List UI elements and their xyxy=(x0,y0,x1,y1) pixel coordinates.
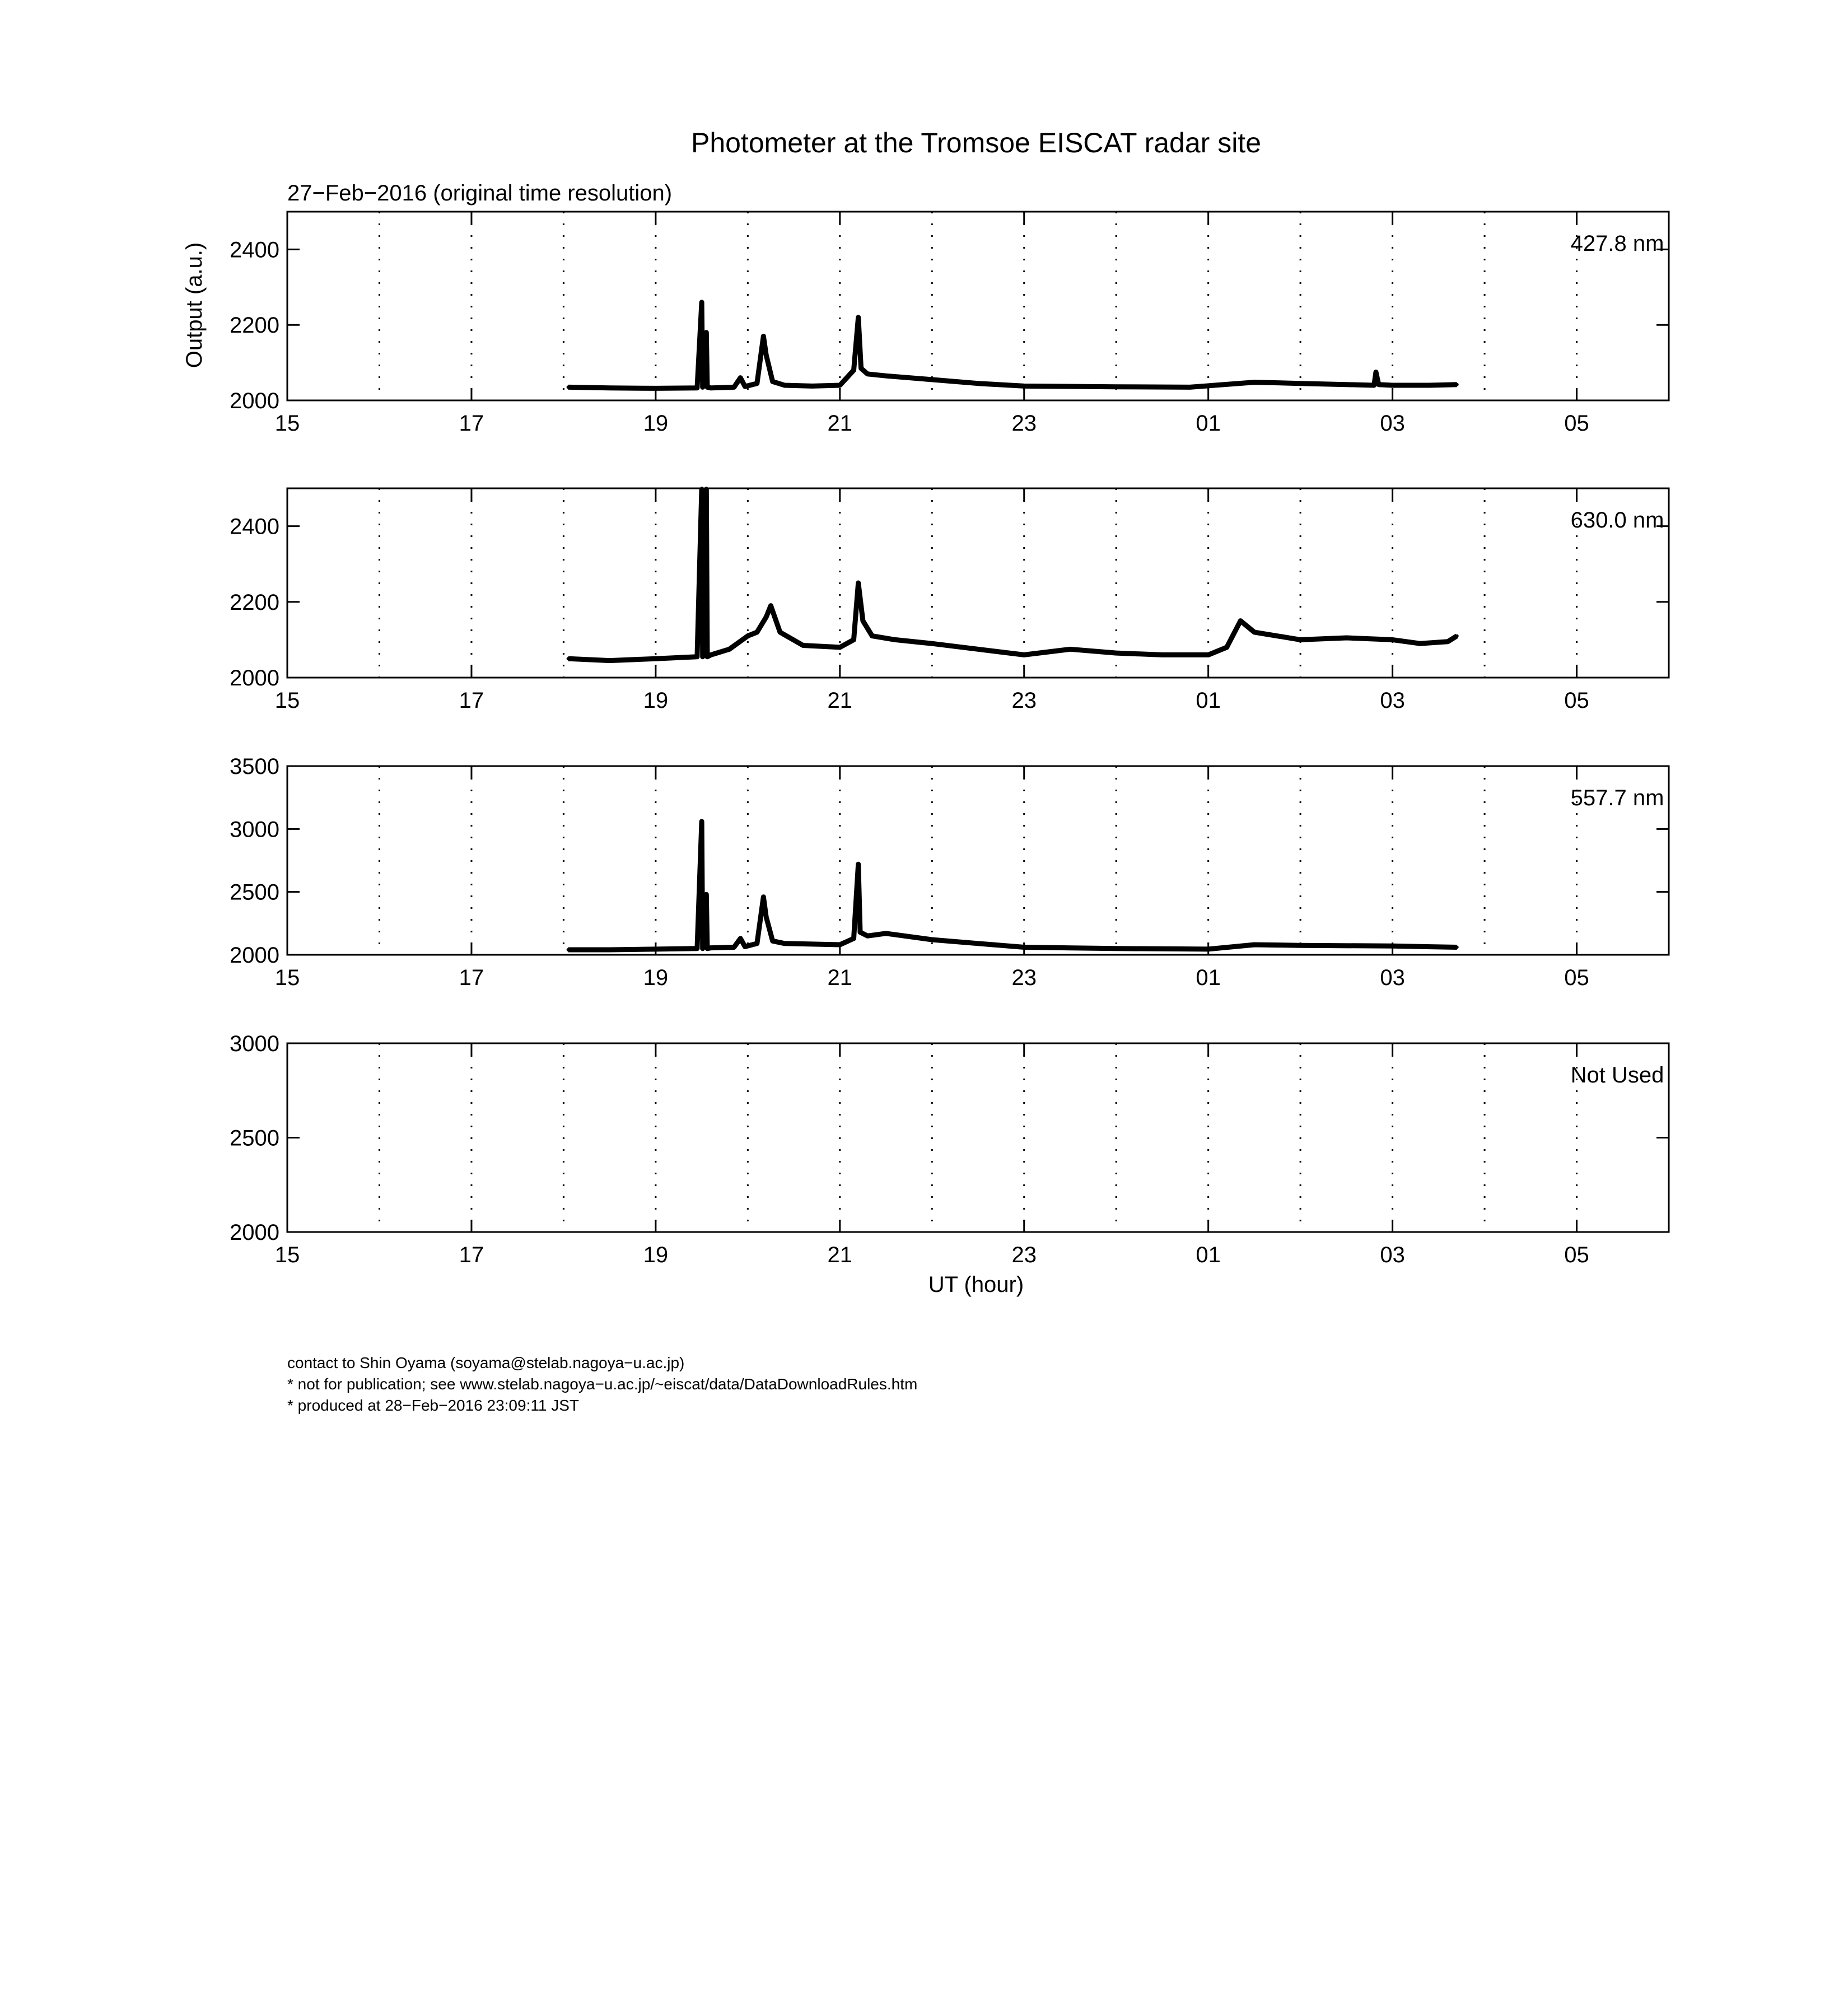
data-point xyxy=(608,948,612,951)
data-point xyxy=(764,353,768,357)
x-tick-label: 15 xyxy=(274,1243,300,1267)
data-point xyxy=(857,581,860,585)
footer-notes xyxy=(287,1352,917,1416)
x-tick-label: 01 xyxy=(1196,688,1221,713)
data-point xyxy=(852,368,855,372)
data-point xyxy=(755,382,759,385)
data-point xyxy=(654,657,657,660)
data-point xyxy=(930,938,934,941)
data-point xyxy=(1207,653,1210,656)
data-point xyxy=(860,367,863,370)
x-tick-label: 01 xyxy=(1196,411,1221,436)
data-point xyxy=(1427,384,1431,387)
data-point xyxy=(838,384,842,387)
data-point xyxy=(857,862,860,866)
data-point xyxy=(755,942,759,945)
x-tick-label: 05 xyxy=(1564,688,1589,713)
x-tick-label: 19 xyxy=(643,411,669,436)
data-point xyxy=(732,946,736,949)
data-point xyxy=(1299,638,1302,641)
data-point xyxy=(1345,383,1348,386)
series-label: 427.8 nm xyxy=(1570,231,1664,256)
data-point xyxy=(732,385,736,389)
data-point xyxy=(1374,370,1378,374)
data-point xyxy=(654,948,657,951)
panel-1 xyxy=(230,212,1669,436)
footer-contact: contact to Shin Oyama (soyama@stelab.nagoya−u.ac.jp) xyxy=(287,1354,685,1371)
data-point xyxy=(1299,944,1302,947)
data-point xyxy=(654,386,657,390)
y-tick-label: 2500 xyxy=(230,1126,279,1151)
data-point xyxy=(696,386,699,390)
data-point xyxy=(701,385,704,389)
x-tick-label: 03 xyxy=(1380,1243,1405,1267)
footer-produced-at: * produced at 28−Feb−2016 23:09:11 JST xyxy=(287,1397,579,1414)
data-point xyxy=(700,301,703,304)
data-point xyxy=(810,384,814,388)
data-point xyxy=(861,619,865,623)
panel-4 xyxy=(230,1032,1669,1267)
figure-title: Photometer at the Tromsoe EISCAT radar site xyxy=(690,127,1262,158)
data-point xyxy=(696,655,699,659)
y-tick-label: 3000 xyxy=(230,1032,279,1056)
data-point xyxy=(771,939,774,942)
x-tick-label: 17 xyxy=(459,411,484,436)
data-point xyxy=(608,386,612,390)
series-label: Not Used xyxy=(1570,1063,1664,1088)
series-label: 630.0 nm xyxy=(1570,508,1664,533)
x-tick-label: 19 xyxy=(643,688,669,713)
data-point xyxy=(700,820,703,823)
panel-3 xyxy=(230,754,1669,990)
data-point xyxy=(1068,647,1072,651)
data-point xyxy=(755,631,759,634)
data-point xyxy=(706,947,709,950)
y-axis-label: Output (a.u.) xyxy=(182,242,207,368)
plot-frame xyxy=(287,766,1669,955)
data-point xyxy=(977,382,980,385)
data-point xyxy=(1455,634,1459,638)
x-tick-label: 15 xyxy=(274,411,300,436)
x-tick-label: 01 xyxy=(1196,1243,1221,1267)
data-point xyxy=(746,634,749,638)
plot-frame xyxy=(287,1043,1669,1232)
footer-publication-note: * not for publication; see www.stelab.nagoya−u.ac.jp/~eiscat/data/DataDownloadRules.htm xyxy=(287,1375,918,1393)
data-point xyxy=(1377,383,1380,386)
data-point xyxy=(743,945,746,948)
data-point xyxy=(1345,636,1348,640)
y-tick-label: 2500 xyxy=(230,880,279,905)
data-point xyxy=(977,647,980,651)
data-point xyxy=(1160,653,1164,656)
data-point xyxy=(771,380,774,383)
x-tick-label: 23 xyxy=(1011,965,1037,990)
series-label: 557.7 nm xyxy=(1570,786,1664,810)
figure-subtitle: 27−Feb−2016 (original time resolution) xyxy=(287,181,673,206)
y-tick-label: 2000 xyxy=(230,666,279,690)
data-point xyxy=(710,386,713,390)
x-tick-label: 15 xyxy=(274,965,300,990)
y-tick-label: 2000 xyxy=(230,1220,279,1245)
data-point xyxy=(930,378,934,381)
data-point xyxy=(1253,631,1256,634)
x-tick-label: 19 xyxy=(643,1243,669,1267)
data-point xyxy=(884,374,888,377)
data-point xyxy=(1391,384,1394,387)
y-tick-label: 2400 xyxy=(230,237,279,263)
x-tick-label: 21 xyxy=(827,411,853,436)
data-point xyxy=(1253,381,1256,384)
data-point xyxy=(762,895,765,899)
panels xyxy=(230,212,1669,1267)
x-tick-label: 03 xyxy=(1380,688,1405,713)
data-point xyxy=(727,647,731,651)
x-tick-label: 01 xyxy=(1196,965,1221,990)
y-tick-label: 3000 xyxy=(230,817,279,842)
data-point xyxy=(870,634,874,638)
data-point xyxy=(608,659,612,662)
x-tick-label: 21 xyxy=(827,1243,853,1267)
x-tick-label: 17 xyxy=(459,1243,484,1267)
data-point xyxy=(1114,385,1118,389)
data-point xyxy=(1373,384,1376,387)
data-point xyxy=(1114,651,1118,655)
data-point xyxy=(838,943,842,946)
x-tick-label: 17 xyxy=(459,965,484,990)
x-tick-label: 21 xyxy=(827,965,853,990)
data-point xyxy=(1023,946,1026,949)
series-line xyxy=(568,822,1457,950)
data-point xyxy=(706,385,709,389)
data-point xyxy=(567,385,570,389)
y-tick-label: 2400 xyxy=(230,514,279,539)
data-point xyxy=(801,644,805,647)
y-tick-label: 2000 xyxy=(230,943,279,968)
x-axis-label: UT (hour) xyxy=(928,1272,1024,1297)
data-point xyxy=(852,638,855,641)
x-tick-label: 03 xyxy=(1380,411,1405,436)
data-point xyxy=(893,638,897,641)
x-tick-label: 23 xyxy=(1011,411,1037,436)
data-point xyxy=(739,937,742,940)
series-line xyxy=(568,488,1457,661)
data-point xyxy=(704,331,708,334)
data-point xyxy=(866,934,869,937)
data-point xyxy=(567,657,570,660)
data-point xyxy=(1239,619,1242,623)
x-tick-label: 03 xyxy=(1380,965,1405,990)
data-point xyxy=(701,947,704,950)
data-point xyxy=(1225,646,1229,649)
data-point xyxy=(704,893,708,896)
data-point xyxy=(710,653,713,656)
data-point xyxy=(1446,640,1449,643)
data-point xyxy=(1253,943,1256,946)
data-point xyxy=(1023,653,1026,656)
data-point xyxy=(852,937,855,940)
data-point xyxy=(701,655,704,659)
x-tick-label: 23 xyxy=(1011,688,1037,713)
data-point xyxy=(1455,383,1459,386)
data-point xyxy=(783,384,786,387)
data-point xyxy=(783,942,786,945)
x-tick-label: 21 xyxy=(827,688,853,713)
x-tick-label: 23 xyxy=(1011,1243,1037,1267)
x-tick-label: 19 xyxy=(643,965,669,990)
data-point xyxy=(977,942,980,945)
data-point xyxy=(930,642,934,645)
data-point xyxy=(567,948,570,951)
data-point xyxy=(696,947,699,950)
plot-frame xyxy=(287,212,1669,400)
x-tick-label: 05 xyxy=(1564,965,1589,990)
data-point xyxy=(1114,947,1118,950)
data-point xyxy=(866,372,869,376)
data-point xyxy=(1418,642,1422,645)
data-point xyxy=(1023,384,1026,388)
data-point xyxy=(857,316,860,319)
data-point xyxy=(739,376,742,380)
y-tick-label: 2200 xyxy=(230,313,279,338)
data-point xyxy=(1207,948,1210,951)
data-point xyxy=(743,385,746,388)
data-point xyxy=(858,931,862,934)
x-tick-label: 15 xyxy=(274,688,300,713)
data-point xyxy=(778,631,782,634)
data-point xyxy=(1391,638,1394,641)
series-line xyxy=(568,302,1457,389)
data-point xyxy=(1299,382,1302,385)
data-point xyxy=(700,487,703,490)
data-point xyxy=(710,946,713,950)
data-point xyxy=(706,655,709,659)
data-point xyxy=(1455,946,1459,949)
data-point xyxy=(769,604,772,608)
data-point xyxy=(838,646,842,649)
y-tick-label: 2200 xyxy=(230,590,279,615)
y-tick-label: 2000 xyxy=(230,389,279,413)
panel-2 xyxy=(230,487,1669,713)
data-point xyxy=(704,487,708,490)
x-tick-label: 05 xyxy=(1564,1243,1589,1267)
y-tick-label: 3500 xyxy=(230,754,279,779)
data-point xyxy=(764,615,768,619)
data-point xyxy=(1188,385,1192,389)
data-point xyxy=(762,334,765,338)
x-tick-label: 17 xyxy=(459,688,484,713)
data-point xyxy=(764,916,768,919)
data-point xyxy=(1391,944,1394,948)
x-tick-label: 05 xyxy=(1564,411,1589,436)
data-point xyxy=(884,932,888,935)
